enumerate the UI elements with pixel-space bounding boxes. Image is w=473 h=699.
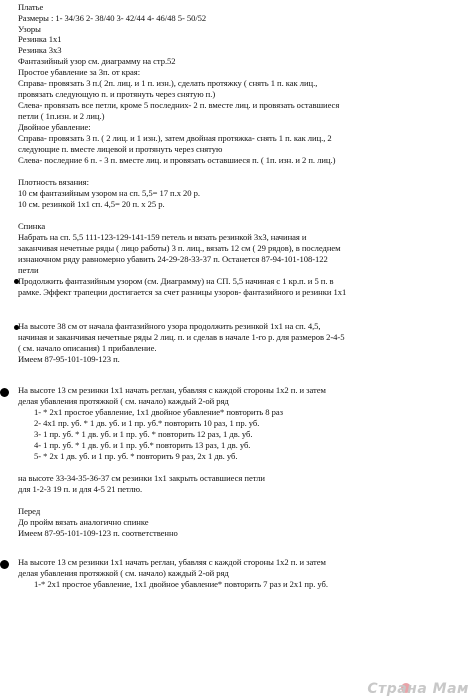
list-item: 4- 1 пр. уб. * 1 дв. уб. и 1 пр. уб.* повторить 13 раз, 1 дв. уб. bbox=[34, 440, 251, 450]
text-line: 10 см фантазийным узором на сп. 5,5= 17 п.х 20 р. bbox=[18, 188, 200, 198]
text-line: на высоте 33-34-35-36-37 см резинки 1х1 закрыть оставшиеся петли bbox=[18, 473, 265, 483]
text-line: Двойное убавление: bbox=[18, 122, 91, 132]
text-line: Имеем 87-95-101-109-123 п. bbox=[18, 354, 120, 364]
text-line: Справа- провязать 3 п. ( 2 лиц. и 1 изн.), затем двойная протяжка- снять 1 п. как лиц., 2 bbox=[18, 133, 332, 143]
text-line: На высоте 13 см резинки 1х1 начать реглан, убавляя с каждой стороны 1х2 п. и затем bbox=[18, 557, 326, 567]
bullet-mark bbox=[0, 388, 9, 397]
text-line: начиная и заканчивая нечетные ряды 2 лиц. п. и сделав в начале 1-го р. для размеров 2-4-5 bbox=[18, 332, 345, 342]
text-line: заканчивая нечетные ряды ( лицо работы) 3 п. лиц., вязать 12 см ( 29 рядов), в последнем bbox=[18, 243, 341, 253]
sizes-line: Размеры : 1- 34/36 2- 38/40 3- 42/44 4- 46/48 5- 50/52 bbox=[18, 13, 207, 23]
list-item: 3- 1 пр. уб. * 1 дв. уб. и 1 пр. уб. * повторить 12 раз, 1 дв. уб. bbox=[34, 429, 253, 439]
back-heading: Спинка bbox=[18, 221, 46, 231]
text-line: следующие п. вместе лицевой и протянуть через снятую bbox=[18, 144, 223, 154]
text-line: для 1-2-3 19 п. и для 4-5 21 петлю. bbox=[18, 484, 143, 494]
text-line: Резинка 1х1 bbox=[18, 34, 62, 44]
text-line: Простое убавление за 3п. от края: bbox=[18, 67, 141, 77]
text-line: рамке. Эффект трапеции достигается за счет разницы узоров- фантазийного и резинки 1х1 bbox=[18, 287, 347, 297]
text-line: Набрать на сп. 5,5 111-123-129-141-159 петель и вязать резинкой 3х3, начиная и bbox=[18, 232, 307, 242]
text-line: Фантазийный узор см. диаграмму на стр.52 bbox=[18, 56, 176, 66]
text-line: петли bbox=[18, 265, 39, 275]
text-line: ( см. начало описания) 1 прибавление. bbox=[18, 343, 157, 353]
watermark: Страна Мам bbox=[367, 681, 469, 697]
doc-title: Платье bbox=[18, 2, 44, 12]
text-line: На высоте 13 см резинки 1х1 начать реглан, убавляя с каждой стороны 1х2 п. и затем bbox=[18, 385, 326, 395]
text-line: петли ( 1п.изн. и 2 лиц.) bbox=[18, 111, 105, 121]
text-line: Справа- провязать 3 п.( 2п. лиц. и 1 п. изн.), сделать протяжку ( снять 1 п. как лиц., bbox=[18, 78, 318, 88]
text-line: провязать следующую п. и протянуть через снятую п.) bbox=[18, 89, 216, 99]
text-line: На высоте 38 см от начала фантазийного узора продолжить резинкой 1х1 на сп. 4,5, bbox=[18, 321, 321, 331]
list-item: 2- 4х1 пр. уб. * 1 дв. уб. и 1 пр. уб.* повторить 10 раз, 1 пр. уб. bbox=[34, 418, 260, 428]
text-line: Имеем 87-95-101-109-123 п. соответственно bbox=[18, 528, 178, 538]
list-item: 5- * 2х 1 дв. уб. и 1 пр. уб. * повторить 9 раз, 2х 1 дв. уб. bbox=[34, 451, 238, 461]
text-line: делая убавления протяжкой ( см. начало) каждый 2-ой ряд bbox=[18, 396, 229, 406]
bullet-mark bbox=[0, 560, 9, 569]
text-line: изнаночном ряду равномерно убавить 24-29-28-33-37 п. Останется 87-94-101-108-122 bbox=[18, 254, 328, 264]
list-item: 1- * 2х1 простое убавление, 1х1 двойное убавление* повторить 8 раз bbox=[34, 407, 283, 417]
list-item: 1-* 2х1 простое убавление, 1х1 двойное убавление* повторить 7 раз и 2х1 пр. уб. bbox=[34, 579, 328, 589]
patterns-heading: Узоры bbox=[18, 24, 41, 34]
text-line: 10 см. резинкой 1х1 сп. 4,5= 20 п. х 25 р. bbox=[18, 199, 165, 209]
front-heading: Перед bbox=[18, 506, 41, 516]
text-line: До пройм вязать аналогично спинке bbox=[18, 517, 149, 527]
gauge-heading: Плотность вязания: bbox=[18, 177, 89, 187]
text-line: Продолжить фантазийным узором (см. Диаграмму) на СП. 5,5 начиная с 1 кр.п. и 5 п. в bbox=[18, 276, 334, 286]
text-line: Резинка 3х3 bbox=[18, 45, 62, 55]
text-line: Слева- последние 6 п. - 3 п. вместе лиц. и провязать оставшиеся п. ( 1п. изн. и 2 п. лиц.) bbox=[18, 155, 336, 165]
text-line: делая убавления протяжкой ( см. начало) каждый 2-ой ряд bbox=[18, 568, 229, 578]
text-line: Слева- провязать все петли, кроме 5 последних- 2 п. вместе лиц. и провязать оставшиеся bbox=[18, 100, 340, 110]
